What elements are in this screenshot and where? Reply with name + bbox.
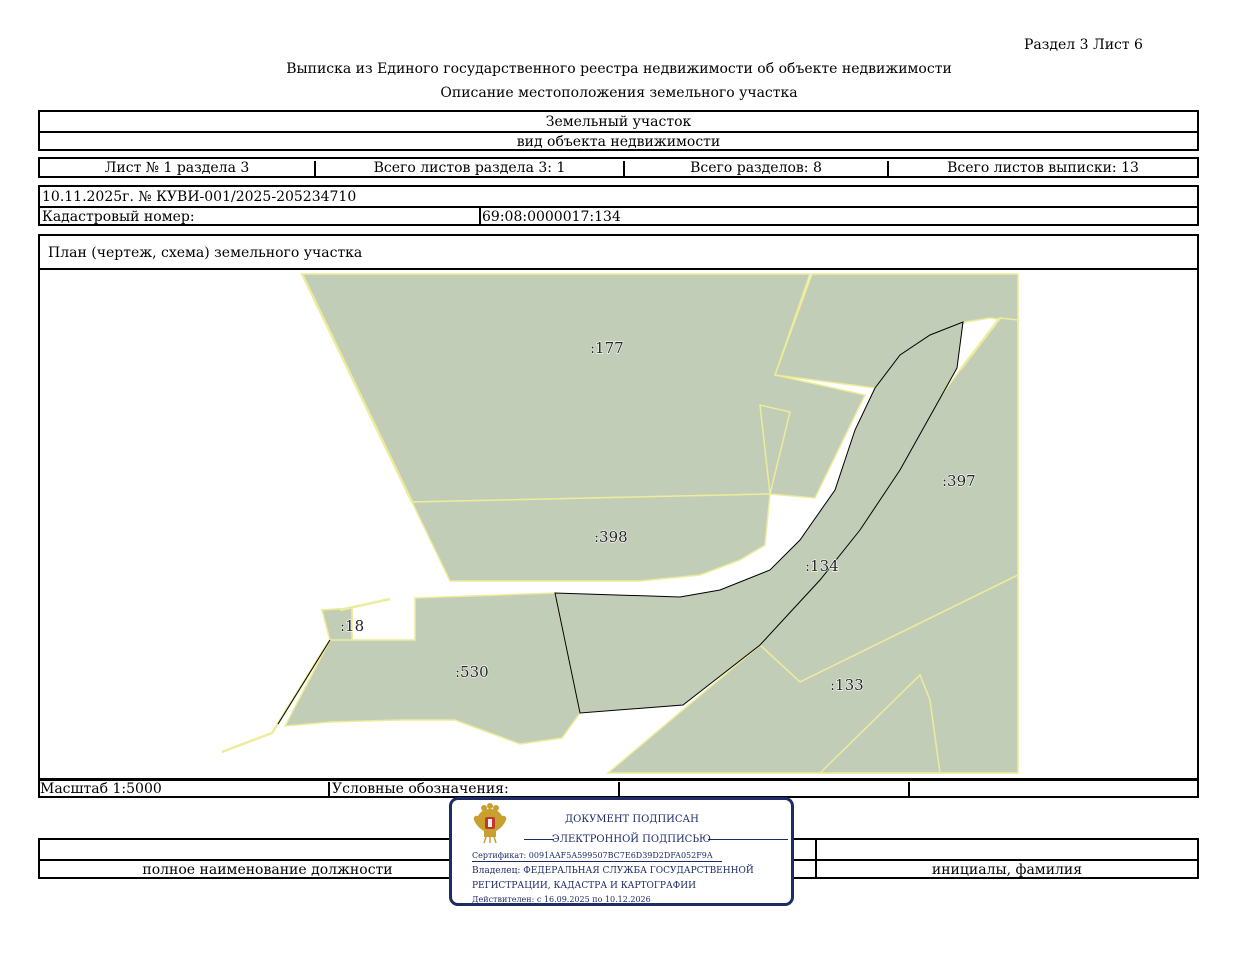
stamp-validity: Действителен: с 16.09.2025 по 10.12.2026 [472, 895, 651, 904]
document-subtitle: Описание местоположения земельного участка [440, 85, 798, 101]
stamp-owner-2: РЕГИСТРАЦИИ, КАДАСТРА И КАРТОГРАФИИ [472, 881, 696, 891]
divider [40, 206, 1197, 208]
electronic-signature-stamp [449, 797, 794, 906]
divider [708, 839, 788, 840]
cadastral-plan-map [40, 268, 1197, 776]
section-sheet-label: Раздел 3 Лист 6 [1024, 37, 1143, 53]
divider [472, 861, 722, 862]
sheets-row [38, 157, 1199, 178]
divider [524, 839, 554, 840]
parcel-label-530: :530 [455, 663, 489, 681]
cadastral-label: Кадастровый номер: [42, 209, 195, 225]
russian-coat-of-arms-icon [472, 803, 508, 845]
name-caption: инициалы, фамилия [931, 862, 1083, 878]
parcel-label-398: :398 [594, 528, 628, 546]
parcel-label-133: :133 [830, 676, 864, 694]
stamp-certificate: Сертификат: 0091AAF5A599507BC7E6D39D2DFA052F9A [472, 851, 713, 860]
legend-row [38, 779, 1199, 798]
stamp-line-2: ЭЛЕКТРОННОЙ ПОДПИСЬЮ [552, 834, 711, 845]
object-type-caption: вид объекта недвижимости [516, 134, 721, 150]
parcel-177 [302, 274, 865, 502]
position-caption: полное наименование должности [142, 862, 393, 878]
object-type-box [38, 110, 1199, 151]
legend-cell [620, 782, 910, 797]
document-info-box [38, 185, 1199, 226]
document-title: Выписка из Единого государственного реестра недвижимости об объекте недвижимости [286, 61, 952, 77]
total-sections: Всего разделов: 8 [625, 161, 889, 176]
parcel-label-177: :177 [590, 339, 624, 357]
total-extract-sheets: Всего листов выписки: 13 [947, 160, 1139, 176]
total-section-sheets: Всего листов раздела 3: 1 [316, 161, 625, 176]
divider [40, 131, 1197, 133]
parcel-label-134: :134 [805, 557, 839, 575]
parcel-label-18: :18 [340, 617, 365, 635]
legend-label: Условные обозначения: [330, 782, 620, 797]
parcel-398 [412, 494, 770, 581]
parcel-label-397: :397 [942, 472, 976, 490]
divider [479, 206, 481, 224]
plan-title: План (чертеж, схема) земельного участка [48, 245, 363, 261]
stamp-line-1: ДОКУМЕНТ ПОДПИСАН [565, 814, 699, 825]
stamp-owner-1: Владелец: ФЕДЕРАЛЬНАЯ СЛУЖБА ГОСУДАРСТВЕННОЙ [472, 866, 754, 876]
object-type: Земельный участок [545, 114, 692, 130]
cadastral-number: 69:08:0000017:134 [482, 209, 621, 225]
sheet-number: Лист № 1 раздела 3 [40, 161, 316, 176]
date-number: 10.11.2025г. № КУВИ-001/2025-205234710 [42, 189, 357, 205]
scale-label: Масштаб 1:5000 [40, 782, 330, 797]
